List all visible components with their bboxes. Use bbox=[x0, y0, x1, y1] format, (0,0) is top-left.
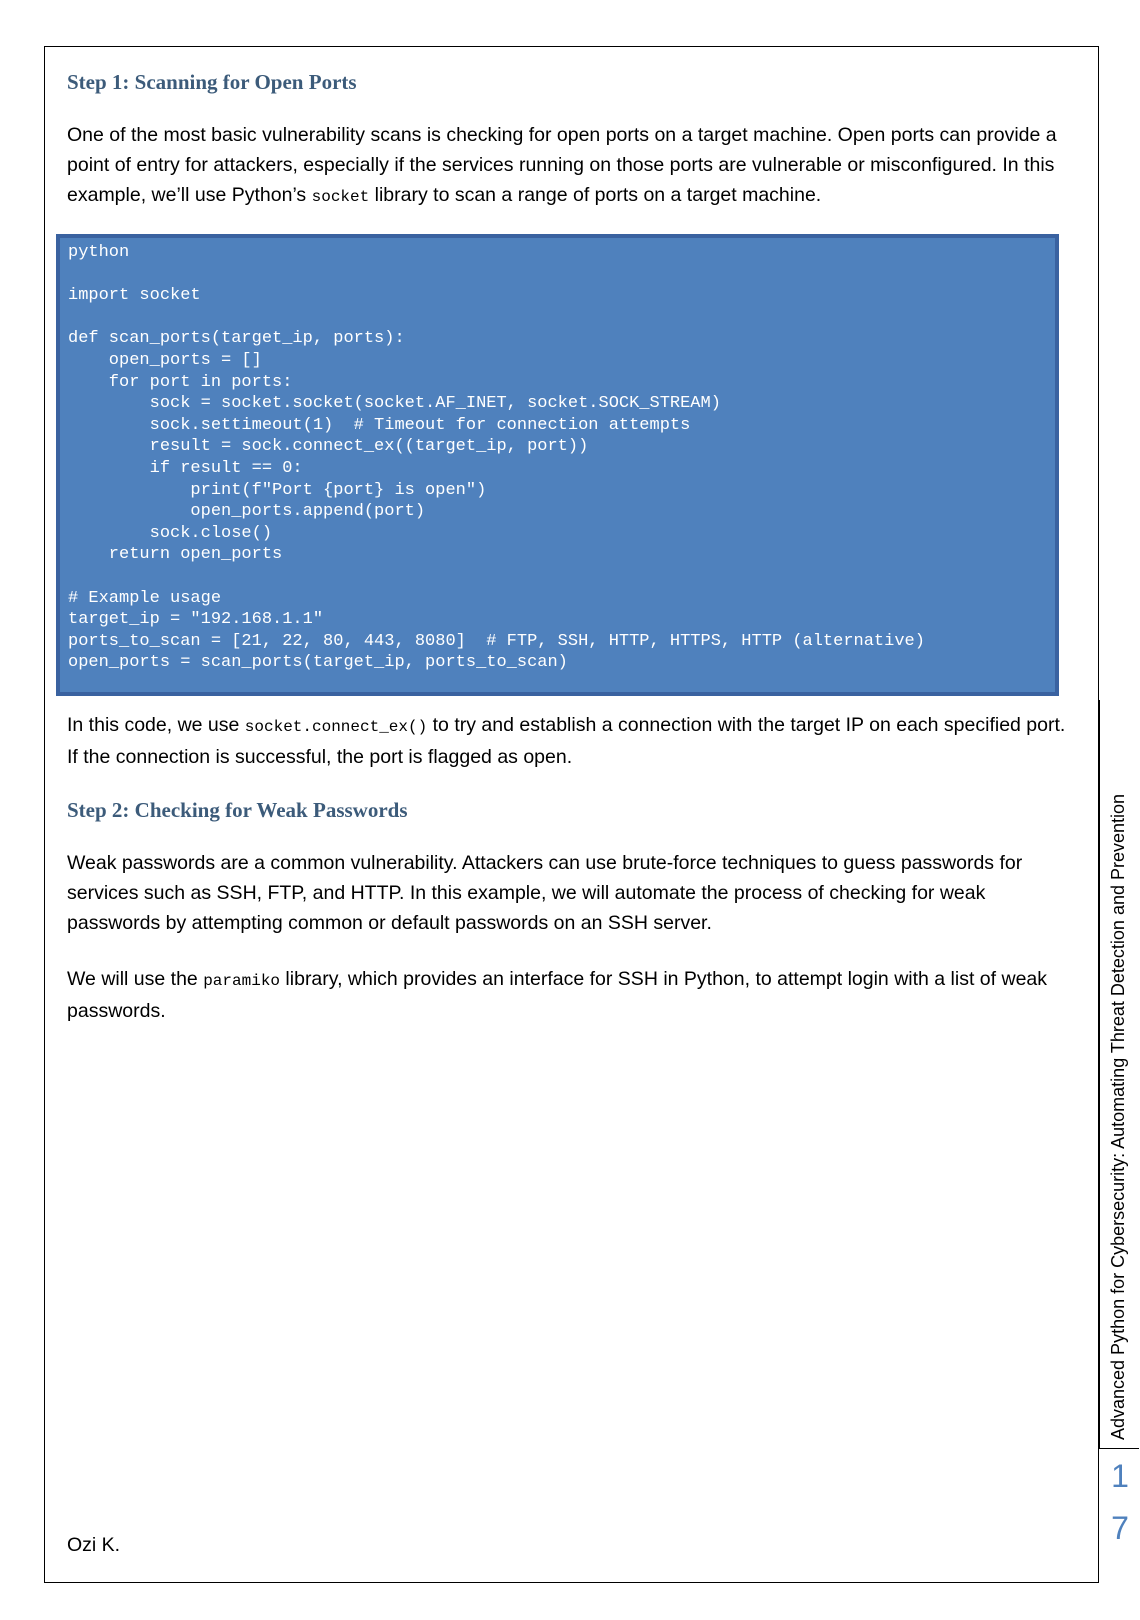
code-line: sock = socket.socket(socket.AF_INET, socket.SOCK_STREAM) bbox=[68, 394, 721, 414]
code-line: # Example usage bbox=[68, 588, 222, 608]
page-number-digit-1: 1 bbox=[1111, 1458, 1129, 1494]
code-line: print(f"Port {port} is open") bbox=[68, 480, 487, 500]
code-line: import socket bbox=[68, 286, 201, 306]
footer-author: Ozi K. bbox=[67, 1534, 121, 1556]
code-line: python bbox=[68, 243, 130, 262]
para-2-tail: library, which provides an interface for SSH in Python, to attempt login with a list of weak passwords. bbox=[67, 968, 1048, 1022]
section-1-intro bbox=[67, 120, 1077, 212]
code-line: if result == 0: bbox=[68, 458, 303, 478]
code-listing bbox=[68, 242, 1047, 674]
side-divider-horizontal bbox=[1099, 1448, 1139, 1449]
inline-code-paramiko: paramiko bbox=[203, 972, 281, 990]
intro-text: One of the most basic vulnerability scans is checking for open ports on a target machine. Open ports can provide a point of entry for attackers, especially if the services running on those ports are vulnerable or misconfigured. In this example, we’ll use Python’s bbox=[67, 124, 1057, 206]
code-explanation bbox=[67, 710, 1077, 772]
code-line: sock.settimeout(1) # Timeout for connection attempts bbox=[68, 415, 691, 435]
code-line: def scan_ports(target_ip, ports): bbox=[68, 329, 405, 349]
code-line: open_ports = [] bbox=[68, 350, 262, 370]
page-content bbox=[67, 68, 1077, 212]
section-2-heading: Step 2: Checking for Weak Passwords bbox=[67, 798, 408, 822]
code-line: ports_to_scan = [21, 22, 80, 443, 8080] # FTP, SSH, HTTP, HTTPS, HTTP (alternative) bbox=[68, 631, 925, 651]
code-line: open_ports.append(port) bbox=[68, 502, 426, 522]
page-content-lower bbox=[67, 710, 1077, 1026]
para-2-lead: We will use the bbox=[67, 968, 204, 990]
code-block bbox=[56, 234, 1059, 696]
code-line: open_ports = scan_ports(target_ip, ports_to_scan) bbox=[68, 653, 568, 673]
code-line: result = sock.connect_ex((target_ip, port)) bbox=[68, 437, 589, 457]
side-divider-vertical bbox=[1099, 700, 1100, 1448]
section-2-para-1: Weak passwords are a common vulnerability. Attackers can use brute-force techniques to guess passwords for services such as SSH, FTP, and HTTP. In this example, we will automate the process of checking for weak passwords by attempting common or default passwords on an SSH server. bbox=[67, 852, 1023, 934]
explanation-tail: to try and establish a connection with the target IP on each specified port. If the connection is successful, the port is flagged as open. bbox=[67, 714, 1066, 768]
section-2-para-2 bbox=[67, 964, 1077, 1026]
page-number-digit-2: 7 bbox=[1111, 1510, 1129, 1546]
inline-code-socket: socket bbox=[311, 188, 370, 206]
running-header-book-title: Advanced Python for Cybersecurity: Automating Threat Detection and Prevention bbox=[1108, 793, 1128, 1440]
code-line: sock.close() bbox=[68, 523, 273, 543]
code-line: target_ip = "192.168.1.1" bbox=[68, 610, 324, 630]
intro-tail: library to scan a range of ports on a target machine. bbox=[369, 184, 822, 206]
inline-code-connect-ex: socket.connect_ex() bbox=[244, 718, 428, 736]
code-line: for port in ports: bbox=[68, 372, 293, 392]
code-line: return open_ports bbox=[68, 545, 283, 565]
explanation-lead: In this code, we use bbox=[67, 714, 245, 736]
section-1-heading: Step 1: Scanning for Open Ports bbox=[67, 70, 357, 94]
